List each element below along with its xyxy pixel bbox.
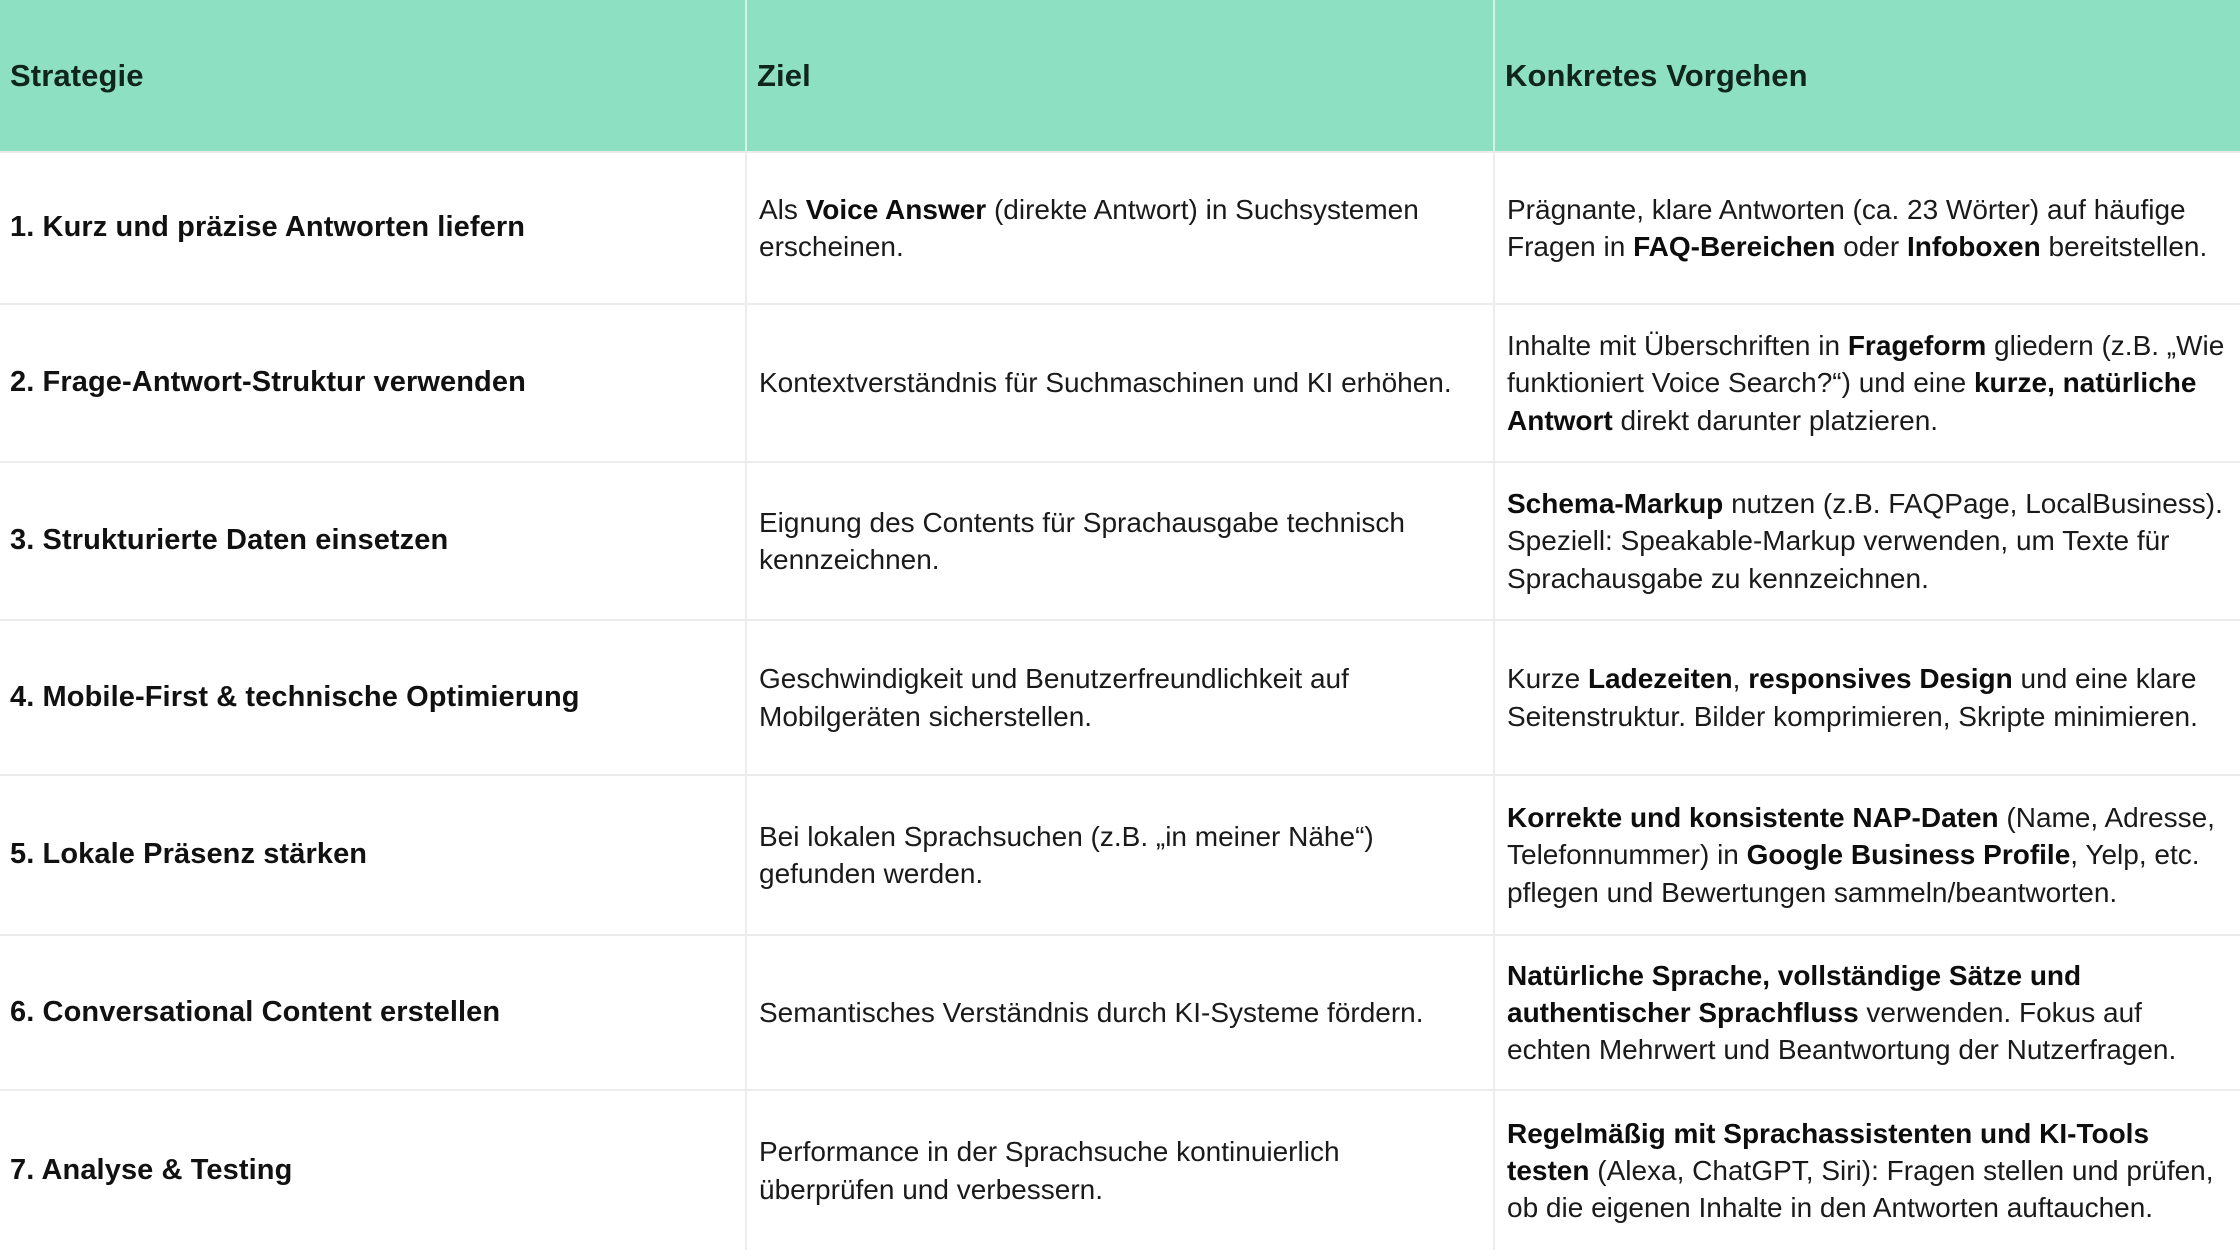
vorgehen-text: Regelmäßig mit Sprachassistenten und KI-Tools testen (Alexa, ChatGPT, Siri): Fragen stellen und prüfen, ob die eigenen Inhalte in den Antworten auftauchen. bbox=[1507, 1117, 2214, 1224]
ziel-text: Semantisches Verständnis durch KI-Systeme fördern. bbox=[759, 996, 1424, 1028]
column-header-vorgehen-label: Konkretes Vorgehen bbox=[1505, 57, 1808, 93]
cell-strategie bbox=[0, 462, 746, 620]
strategie-label: 2. Frage-Antwort-Struktur verwenden bbox=[10, 366, 526, 399]
table-row bbox=[0, 462, 2240, 620]
strategie-label: 5. Lokale Präsenz stärken bbox=[10, 838, 368, 871]
cell-vorgehen bbox=[1494, 304, 2240, 462]
column-header-strategie bbox=[0, 0, 746, 152]
vorgehen-text: Inhalte mit Überschriften in Frageform gliedern (z.B. „Wie funktioniert Voice Search?“) und eine kurze, natürliche Antwort direkt darunter platzieren. bbox=[1507, 330, 2225, 436]
cell-vorgehen bbox=[1494, 152, 2240, 304]
table-row bbox=[0, 1090, 2240, 1250]
cell-strategie bbox=[0, 304, 746, 462]
table-header bbox=[0, 0, 2240, 152]
table-body bbox=[0, 152, 2240, 1250]
table-header-row bbox=[0, 0, 2240, 152]
vorgehen-text: Korrekte und konsistente NAP-Daten (Name, Adresse, Telefonnummer) in Google Business Profile, Yelp, etc. pflegen und Bewertungen sammeln/beantworten. bbox=[1507, 802, 2215, 908]
column-header-strategie-label: Strategie bbox=[10, 57, 144, 93]
cell-strategie bbox=[0, 935, 746, 1090]
vorgehen-text: Schema-Markup nutzen (z.B. FAQPage, LocalBusiness). Speziell: Speakable-Markup verwenden, um Texte für Sprachausgabe zu kennzeichnen. bbox=[1507, 488, 2223, 594]
ziel-text: Geschwindigkeit und Benutzerfreundlichkeit auf Mobilgeräten sicherstellen. bbox=[759, 663, 1349, 732]
table-row bbox=[0, 620, 2240, 775]
ziel-text: Kontextverständnis für Suchmaschinen und KI erhöhen. bbox=[759, 367, 1452, 399]
cell-strategie bbox=[0, 1090, 746, 1250]
column-header-ziel-label: Ziel bbox=[757, 57, 811, 93]
strategie-label: 3. Strukturierte Daten einsetzen bbox=[10, 524, 449, 557]
cell-vorgehen bbox=[1494, 1090, 2240, 1250]
cell-ziel bbox=[746, 1090, 1494, 1250]
cell-vorgehen bbox=[1494, 620, 2240, 775]
cell-ziel bbox=[746, 775, 1494, 935]
cell-ziel bbox=[746, 935, 1494, 1090]
strategie-label: 4. Mobile-First & technische Optimierung bbox=[10, 680, 580, 713]
cell-vorgehen bbox=[1494, 462, 2240, 620]
cell-strategie bbox=[0, 152, 746, 304]
strategie-label: 7. Analyse & Testing bbox=[10, 1153, 293, 1186]
cell-ziel bbox=[746, 620, 1494, 775]
cell-ziel bbox=[746, 304, 1494, 462]
cell-strategie bbox=[0, 775, 746, 935]
column-header-ziel bbox=[746, 0, 1494, 152]
cell-vorgehen bbox=[1494, 775, 2240, 935]
cell-strategie bbox=[0, 620, 746, 775]
vorgehen-text: Prägnante, klare Antworten (ca. 23 Wörter) auf häufige Fragen in FAQ-Bereichen oder Infoboxen bereitstellen. bbox=[1507, 193, 2208, 262]
table-row bbox=[0, 775, 2240, 935]
strategie-label: 1. Kurz und präzise Antworten liefern bbox=[10, 211, 526, 244]
vorgehen-text: Natürliche Sprache, vollständige Sätze und authentischer Sprachfluss verwenden. Fokus auf echten Mehrwert und Beantwortung der Nutzerfragen. bbox=[1507, 959, 2177, 1066]
cell-ziel bbox=[746, 462, 1494, 620]
ziel-text: Performance in der Sprachsuche kontinuierlich überprüfen und verbessern. bbox=[759, 1136, 1340, 1205]
ziel-text: Bei lokalen Sprachsuchen (z.B. „in meiner Nähe“) gefunden werden. bbox=[759, 820, 1374, 889]
table-row bbox=[0, 152, 2240, 304]
strategie-label: 6. Conversational Content erstellen bbox=[10, 995, 501, 1028]
column-header-vorgehen bbox=[1494, 0, 2240, 152]
ziel-text: Eignung des Contents für Sprachausgabe technisch kennzeichnen. bbox=[759, 506, 1405, 575]
cell-vorgehen bbox=[1494, 935, 2240, 1090]
vorgehen-text: Kurze Ladezeiten, responsives Design und eine klare Seitenstruktur. Bilder komprimieren, Skripte minimieren. bbox=[1507, 663, 2198, 732]
table-row bbox=[0, 935, 2240, 1090]
table-row bbox=[0, 304, 2240, 462]
cell-ziel bbox=[746, 152, 1494, 304]
ziel-text: Als Voice Answer (direkte Antwort) in Suchsystemen erscheinen. bbox=[759, 193, 1419, 262]
